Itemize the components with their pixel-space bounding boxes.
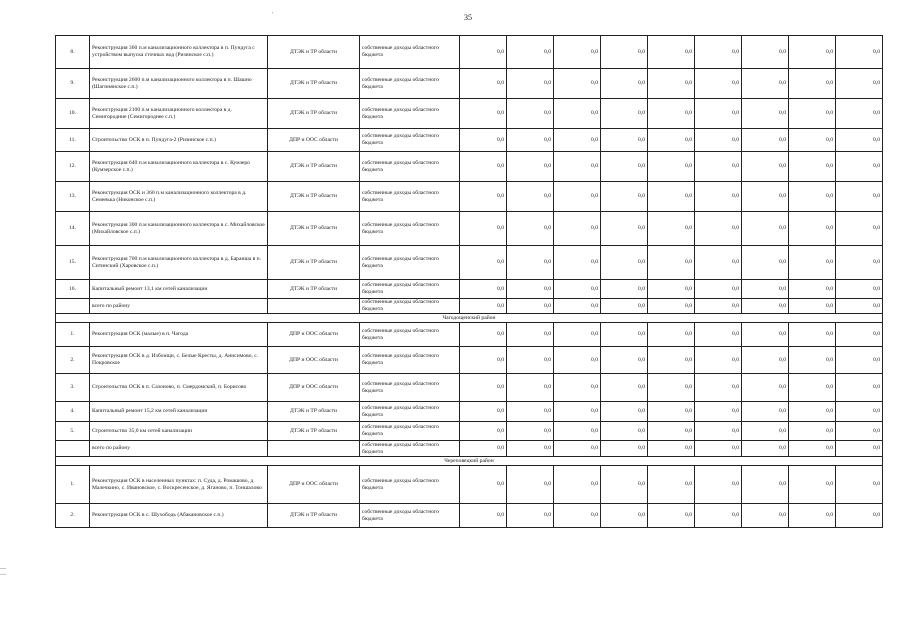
amount-cell: 0,0 <box>460 299 507 314</box>
row-number: 15. <box>56 246 90 280</box>
amount-cell: 0,0 <box>742 422 789 441</box>
amount-cell: 0,0 <box>789 152 836 182</box>
amount-cell: 0,0 <box>507 99 554 129</box>
executor: ДТЭК и ТР области <box>268 212 360 246</box>
amount-cell: 0,0 <box>695 422 742 441</box>
table-row <box>56 129 883 152</box>
funding-source: собственные доходы областного бюджета <box>360 182 460 212</box>
measure-name: Реконструкция 640 п.м канализационного коллектора в с. Кумзеро (Кумзерское с.п.) <box>90 152 268 182</box>
executor: ДТЭК и ТР области <box>268 422 360 441</box>
amount-cell: 0,0 <box>789 246 836 280</box>
amount-cell: 0,0 <box>836 422 883 441</box>
amount-cell: 0,0 <box>648 99 695 129</box>
amount-cell: 0,0 <box>836 69 883 99</box>
amount-cell: 0,0 <box>789 129 836 152</box>
amount-cell: 0,0 <box>836 402 883 422</box>
district-header-row <box>56 314 883 323</box>
amount-cell: 0,0 <box>648 246 695 280</box>
amount-cell: 0,0 <box>836 152 883 182</box>
amount-cell: 0,0 <box>648 504 695 528</box>
amount-cell: 0,0 <box>695 323 742 347</box>
table-row <box>56 280 883 299</box>
row-number: 16. <box>56 280 90 299</box>
measure-name: Строительство ОСК в п. Пундуга-2 (Ризинское с.п.) <box>90 129 268 152</box>
executor: ДПР и ООС области <box>268 347 360 374</box>
amount-cell: 0,0 <box>460 402 507 422</box>
table-row <box>56 422 883 441</box>
amount-cell: 0,0 <box>460 152 507 182</box>
funding-source: собственные доходы областного бюджета <box>360 152 460 182</box>
executor: ДТЭК и ТР области <box>268 182 360 212</box>
amount-cell: 0,0 <box>554 246 601 280</box>
measure-name: Реконструкция ОСК в населенных пунктах: п. Суда, д. Ромашово, д. Малечкино, с. Ивановское, с. Воскресенское, д. Яганово, п. Тоншалово <box>90 466 268 504</box>
table-row <box>56 212 883 246</box>
amount-cell: 0,0 <box>789 323 836 347</box>
amount-cell: 0,0 <box>742 504 789 528</box>
amount-cell: 0,0 <box>836 466 883 504</box>
amount-cell: 0,0 <box>648 129 695 152</box>
amount-cell: 0,0 <box>695 441 742 457</box>
amount-cell: 0,0 <box>507 36 554 69</box>
amount-cell: 0,0 <box>648 441 695 457</box>
amount-cell: 0,0 <box>507 347 554 374</box>
executor: ДТЭК и ТР области <box>268 36 360 69</box>
amount-cell: 0,0 <box>554 36 601 69</box>
funding-source: собственные доходы областного бюджета <box>360 374 460 402</box>
amount-cell: 0,0 <box>648 374 695 402</box>
measure-name: Строительство ОСК в п. Сазоново, п. Смердомский, п. Борисово <box>90 374 268 402</box>
page-number: 35 <box>464 13 472 22</box>
measure-name: Реконструкция ОСК (малые) в п. Чагода <box>90 323 268 347</box>
row-number: 1. <box>56 466 90 504</box>
funding-source: собственные доходы областного бюджета <box>360 280 460 299</box>
amount-cell: 0,0 <box>507 374 554 402</box>
amount-cell: 0,0 <box>460 69 507 99</box>
amount-cell: 0,0 <box>507 69 554 99</box>
table-row <box>56 246 883 280</box>
amount-cell: 0,0 <box>460 422 507 441</box>
amount-cell: 0,0 <box>789 422 836 441</box>
amount-cell: 0,0 <box>554 504 601 528</box>
executor: ДТЭК и ТР области <box>268 69 360 99</box>
funding-source: собственные доходы областного бюджета <box>360 299 460 314</box>
measure-name: Реконструкция 360 п.м канализационного коллектора в п. Пундуга с устройством выпуска сточных вод (Ризинское с.п.) <box>90 36 268 69</box>
amount-cell: 0,0 <box>648 323 695 347</box>
amount-cell: 0,0 <box>836 99 883 129</box>
amount-cell: 0,0 <box>507 504 554 528</box>
amount-cell: 0,0 <box>742 246 789 280</box>
measure-name: Реконструкция ОСК в с. Шухободь (Абакановское с.п.) <box>90 504 268 528</box>
amount-cell: 0,0 <box>695 280 742 299</box>
executor: ДТЭК и ТР области <box>268 99 360 129</box>
margin-mark: — — <box>0 566 6 578</box>
executor: ДПР и ООС области <box>268 129 360 152</box>
amount-cell: 0,0 <box>554 299 601 314</box>
amount-cell: 0,0 <box>648 466 695 504</box>
amount-cell: 0,0 <box>507 466 554 504</box>
row-number: 5. <box>56 422 90 441</box>
amount-cell: 0,0 <box>507 182 554 212</box>
amount-cell: 0,0 <box>601 466 648 504</box>
amount-cell: 0,0 <box>695 212 742 246</box>
amount-cell: 0,0 <box>695 402 742 422</box>
amount-cell: 0,0 <box>460 246 507 280</box>
table-row <box>56 99 883 129</box>
district-header-row <box>56 457 883 466</box>
amount-cell: 0,0 <box>742 402 789 422</box>
amount-cell: 0,0 <box>836 504 883 528</box>
row-number: 11. <box>56 129 90 152</box>
amount-cell: 0,0 <box>695 129 742 152</box>
amount-cell: 0,0 <box>648 152 695 182</box>
amount-cell: 0,0 <box>836 280 883 299</box>
amount-cell: 0,0 <box>836 36 883 69</box>
row-number: 2. <box>56 347 90 374</box>
measure-name: Реконструкция 2100 п.м канализационного коллектора в д. Семигородние (Семигороднее с.п.) <box>90 99 268 129</box>
amount-cell: 0,0 <box>742 99 789 129</box>
table-row <box>56 323 883 347</box>
funding-source: собственные доходы областного бюджета <box>360 422 460 441</box>
funding-source: собственные доходы областного бюджета <box>360 129 460 152</box>
table-body <box>56 36 883 528</box>
measure-name: Реконструкция ОСК и 360 п.м канализационного коллектора в д. Семенька (Никонское с.п.) <box>90 182 268 212</box>
amount-cell: 0,0 <box>554 99 601 129</box>
amount-cell: 0,0 <box>836 299 883 314</box>
executor: ДПР и ООС области <box>268 323 360 347</box>
amount-cell: 0,0 <box>554 129 601 152</box>
table-row <box>56 466 883 504</box>
amount-cell: 0,0 <box>601 347 648 374</box>
amount-cell: 0,0 <box>507 441 554 457</box>
funding-source: собственные доходы областного бюджета <box>360 402 460 422</box>
amount-cell: 0,0 <box>648 402 695 422</box>
executor: ДТЭК и ТР области <box>268 246 360 280</box>
amount-cell: 0,0 <box>648 422 695 441</box>
funding-source: собственные доходы областного бюджета <box>360 36 460 69</box>
amount-cell: 0,0 <box>601 152 648 182</box>
amount-cell: 0,0 <box>601 99 648 129</box>
amount-cell: 0,0 <box>460 347 507 374</box>
amount-cell: 0,0 <box>695 36 742 69</box>
amount-cell: 0,0 <box>601 280 648 299</box>
amount-cell: 0,0 <box>789 441 836 457</box>
amount-cell: 0,0 <box>742 129 789 152</box>
amount-cell: 0,0 <box>695 152 742 182</box>
amount-cell: 0,0 <box>789 280 836 299</box>
amount-cell: 0,0 <box>460 99 507 129</box>
amount-cell: 0,0 <box>695 99 742 129</box>
amount-cell: 0,0 <box>507 323 554 347</box>
executor: ДТЭК и ТР области <box>268 280 360 299</box>
amount-cell: 0,0 <box>554 152 601 182</box>
amount-cell: 0,0 <box>648 36 695 69</box>
district-total-row <box>56 299 883 314</box>
amount-cell: 0,0 <box>742 182 789 212</box>
amount-cell: 0,0 <box>789 347 836 374</box>
amount-cell: 0,0 <box>554 212 601 246</box>
amount-cell: 0,0 <box>742 280 789 299</box>
amount-cell: 0,0 <box>695 347 742 374</box>
funding-source: собственные доходы областного бюджета <box>360 323 460 347</box>
amount-cell: 0,0 <box>742 299 789 314</box>
amount-cell: 0,0 <box>742 374 789 402</box>
amount-cell: 0,0 <box>648 347 695 374</box>
amount-cell: 0,0 <box>601 422 648 441</box>
amount-cell: 0,0 <box>554 422 601 441</box>
table-row <box>56 182 883 212</box>
amount-cell: 0,0 <box>601 374 648 402</box>
amount-cell: 0,0 <box>507 422 554 441</box>
funding-source: собственные доходы областного бюджета <box>360 69 460 99</box>
amount-cell: 0,0 <box>507 280 554 299</box>
amount-cell: 0,0 <box>836 212 883 246</box>
amount-cell: 0,0 <box>601 246 648 280</box>
table-row <box>56 347 883 374</box>
funding-source: собственные доходы областного бюджета <box>360 99 460 129</box>
funding-source: собственные доходы областного бюджета <box>360 466 460 504</box>
amount-cell: 0,0 <box>836 374 883 402</box>
row-number: 1. <box>56 323 90 347</box>
amount-cell: 0,0 <box>789 36 836 69</box>
executor: ДПР и ООС области <box>268 466 360 504</box>
funding-source: собственные доходы областного бюджета <box>360 441 460 457</box>
amount-cell: 0,0 <box>836 323 883 347</box>
amount-cell: 0,0 <box>742 466 789 504</box>
row-number: 14. <box>56 212 90 246</box>
row-number: 4. <box>56 402 90 422</box>
measure-name: всего по району <box>90 299 268 314</box>
measure-name: Реконструкция 2600 п.м канализационного коллектора в п. Шашно (Шагинянское с.п.) <box>90 69 268 99</box>
amount-cell: 0,0 <box>554 441 601 457</box>
amount-cell: 0,0 <box>742 69 789 99</box>
amount-cell: 0,0 <box>836 182 883 212</box>
amount-cell: 0,0 <box>648 280 695 299</box>
district-header: Чагодощенский район <box>56 314 883 323</box>
amount-cell: 0,0 <box>554 69 601 99</box>
district-header: Череповецкий район <box>56 457 883 466</box>
measure-name: Реконструкция 700 п.м канализационного коллектора в д. Баранша в п. Ситинский (Харовское с.п.) <box>90 246 268 280</box>
amount-cell: 0,0 <box>648 212 695 246</box>
amount-cell: 0,0 <box>836 441 883 457</box>
executor <box>268 441 360 457</box>
amount-cell: 0,0 <box>554 280 601 299</box>
amount-cell: 0,0 <box>789 69 836 99</box>
amount-cell: 0,0 <box>507 129 554 152</box>
amount-cell: 0,0 <box>507 246 554 280</box>
amount-cell: 0,0 <box>789 99 836 129</box>
executor: ДТЭК и ТР области <box>268 152 360 182</box>
amount-cell: 0,0 <box>601 69 648 99</box>
amount-cell: 0,0 <box>601 36 648 69</box>
amount-cell: 0,0 <box>460 323 507 347</box>
executor: ДТЭК и ТР области <box>268 402 360 422</box>
amount-cell: 0,0 <box>507 299 554 314</box>
amount-cell: 0,0 <box>789 212 836 246</box>
amount-cell: 0,0 <box>554 402 601 422</box>
amount-cell: 0,0 <box>648 69 695 99</box>
table-row <box>56 504 883 528</box>
amount-cell: 0,0 <box>554 323 601 347</box>
amount-cell: 0,0 <box>695 299 742 314</box>
table-row <box>56 402 883 422</box>
row-number: 12. <box>56 152 90 182</box>
table-row <box>56 36 883 69</box>
amount-cell: 0,0 <box>460 466 507 504</box>
amount-cell: 0,0 <box>742 441 789 457</box>
amount-cell: 0,0 <box>695 246 742 280</box>
top-tick-mark: ' <box>272 12 274 18</box>
amount-cell: 0,0 <box>554 374 601 402</box>
funding-source: собственные доходы областного бюджета <box>360 246 460 280</box>
executor: ДПР и ООС области <box>268 374 360 402</box>
measure-name: Строительство 35,0 км сетей канализации <box>90 422 268 441</box>
amount-cell: 0,0 <box>789 402 836 422</box>
amount-cell: 0,0 <box>742 212 789 246</box>
amount-cell: 0,0 <box>554 182 601 212</box>
measure-name: Капитальный ремонт 13,1 км сетей канализации <box>90 280 268 299</box>
executor: ДТЭК и ТР области <box>268 504 360 528</box>
amount-cell: 0,0 <box>554 347 601 374</box>
amount-cell: 0,0 <box>460 280 507 299</box>
amount-cell: 0,0 <box>742 152 789 182</box>
table-row <box>56 152 883 182</box>
measure-name: всего по району <box>90 441 268 457</box>
amount-cell: 0,0 <box>460 182 507 212</box>
amount-cell: 0,0 <box>695 182 742 212</box>
amount-cell: 0,0 <box>507 152 554 182</box>
amount-cell: 0,0 <box>601 129 648 152</box>
amount-cell: 0,0 <box>460 36 507 69</box>
measure-name: Реконструкция ОСК в д. Избоищи, с. Белые Кресты, д. Анисимово, с. Покровское <box>90 347 268 374</box>
amount-cell: 0,0 <box>507 402 554 422</box>
amount-cell: 0,0 <box>789 374 836 402</box>
measure-name: Реконструкция 300 п.м канализационного коллектора в с. Михайловское (Михайловское с.п.) <box>90 212 268 246</box>
amount-cell: 0,0 <box>836 129 883 152</box>
row-number <box>56 441 90 457</box>
table-row <box>56 69 883 99</box>
executor <box>268 299 360 314</box>
amount-cell: 0,0 <box>601 182 648 212</box>
amount-cell: 0,0 <box>742 347 789 374</box>
measure-name: Капитальный ремонт 15,2 км сетей канализации <box>90 402 268 422</box>
funding-source: собственные доходы областного бюджета <box>360 504 460 528</box>
district-total-row <box>56 441 883 457</box>
amount-cell: 0,0 <box>460 374 507 402</box>
amount-cell: 0,0 <box>460 504 507 528</box>
row-number: 10. <box>56 99 90 129</box>
amount-cell: 0,0 <box>836 246 883 280</box>
row-number: 13. <box>56 182 90 212</box>
program-table <box>55 35 883 528</box>
amount-cell: 0,0 <box>648 182 695 212</box>
amount-cell: 0,0 <box>601 441 648 457</box>
amount-cell: 0,0 <box>601 212 648 246</box>
amount-cell: 0,0 <box>742 323 789 347</box>
amount-cell: 0,0 <box>648 299 695 314</box>
amount-cell: 0,0 <box>695 374 742 402</box>
row-number: 2. <box>56 504 90 528</box>
amount-cell: 0,0 <box>742 36 789 69</box>
amount-cell: 0,0 <box>460 129 507 152</box>
table-row <box>56 374 883 402</box>
amount-cell: 0,0 <box>789 504 836 528</box>
amount-cell: 0,0 <box>460 441 507 457</box>
amount-cell: 0,0 <box>601 299 648 314</box>
amount-cell: 0,0 <box>789 182 836 212</box>
row-number: 3. <box>56 374 90 402</box>
row-number <box>56 299 90 314</box>
amount-cell: 0,0 <box>601 402 648 422</box>
amount-cell: 0,0 <box>789 299 836 314</box>
amount-cell: 0,0 <box>695 466 742 504</box>
row-number: 9. <box>56 69 90 99</box>
funding-source: собственные доходы областного бюджета <box>360 347 460 374</box>
amount-cell: 0,0 <box>554 466 601 504</box>
amount-cell: 0,0 <box>601 323 648 347</box>
row-number: 8. <box>56 36 90 69</box>
amount-cell: 0,0 <box>460 212 507 246</box>
amount-cell: 0,0 <box>695 504 742 528</box>
amount-cell: 0,0 <box>789 466 836 504</box>
amount-cell: 0,0 <box>507 212 554 246</box>
funding-source: собственные доходы областного бюджета <box>360 212 460 246</box>
amount-cell: 0,0 <box>601 504 648 528</box>
amount-cell: 0,0 <box>836 347 883 374</box>
amount-cell: 0,0 <box>695 69 742 99</box>
